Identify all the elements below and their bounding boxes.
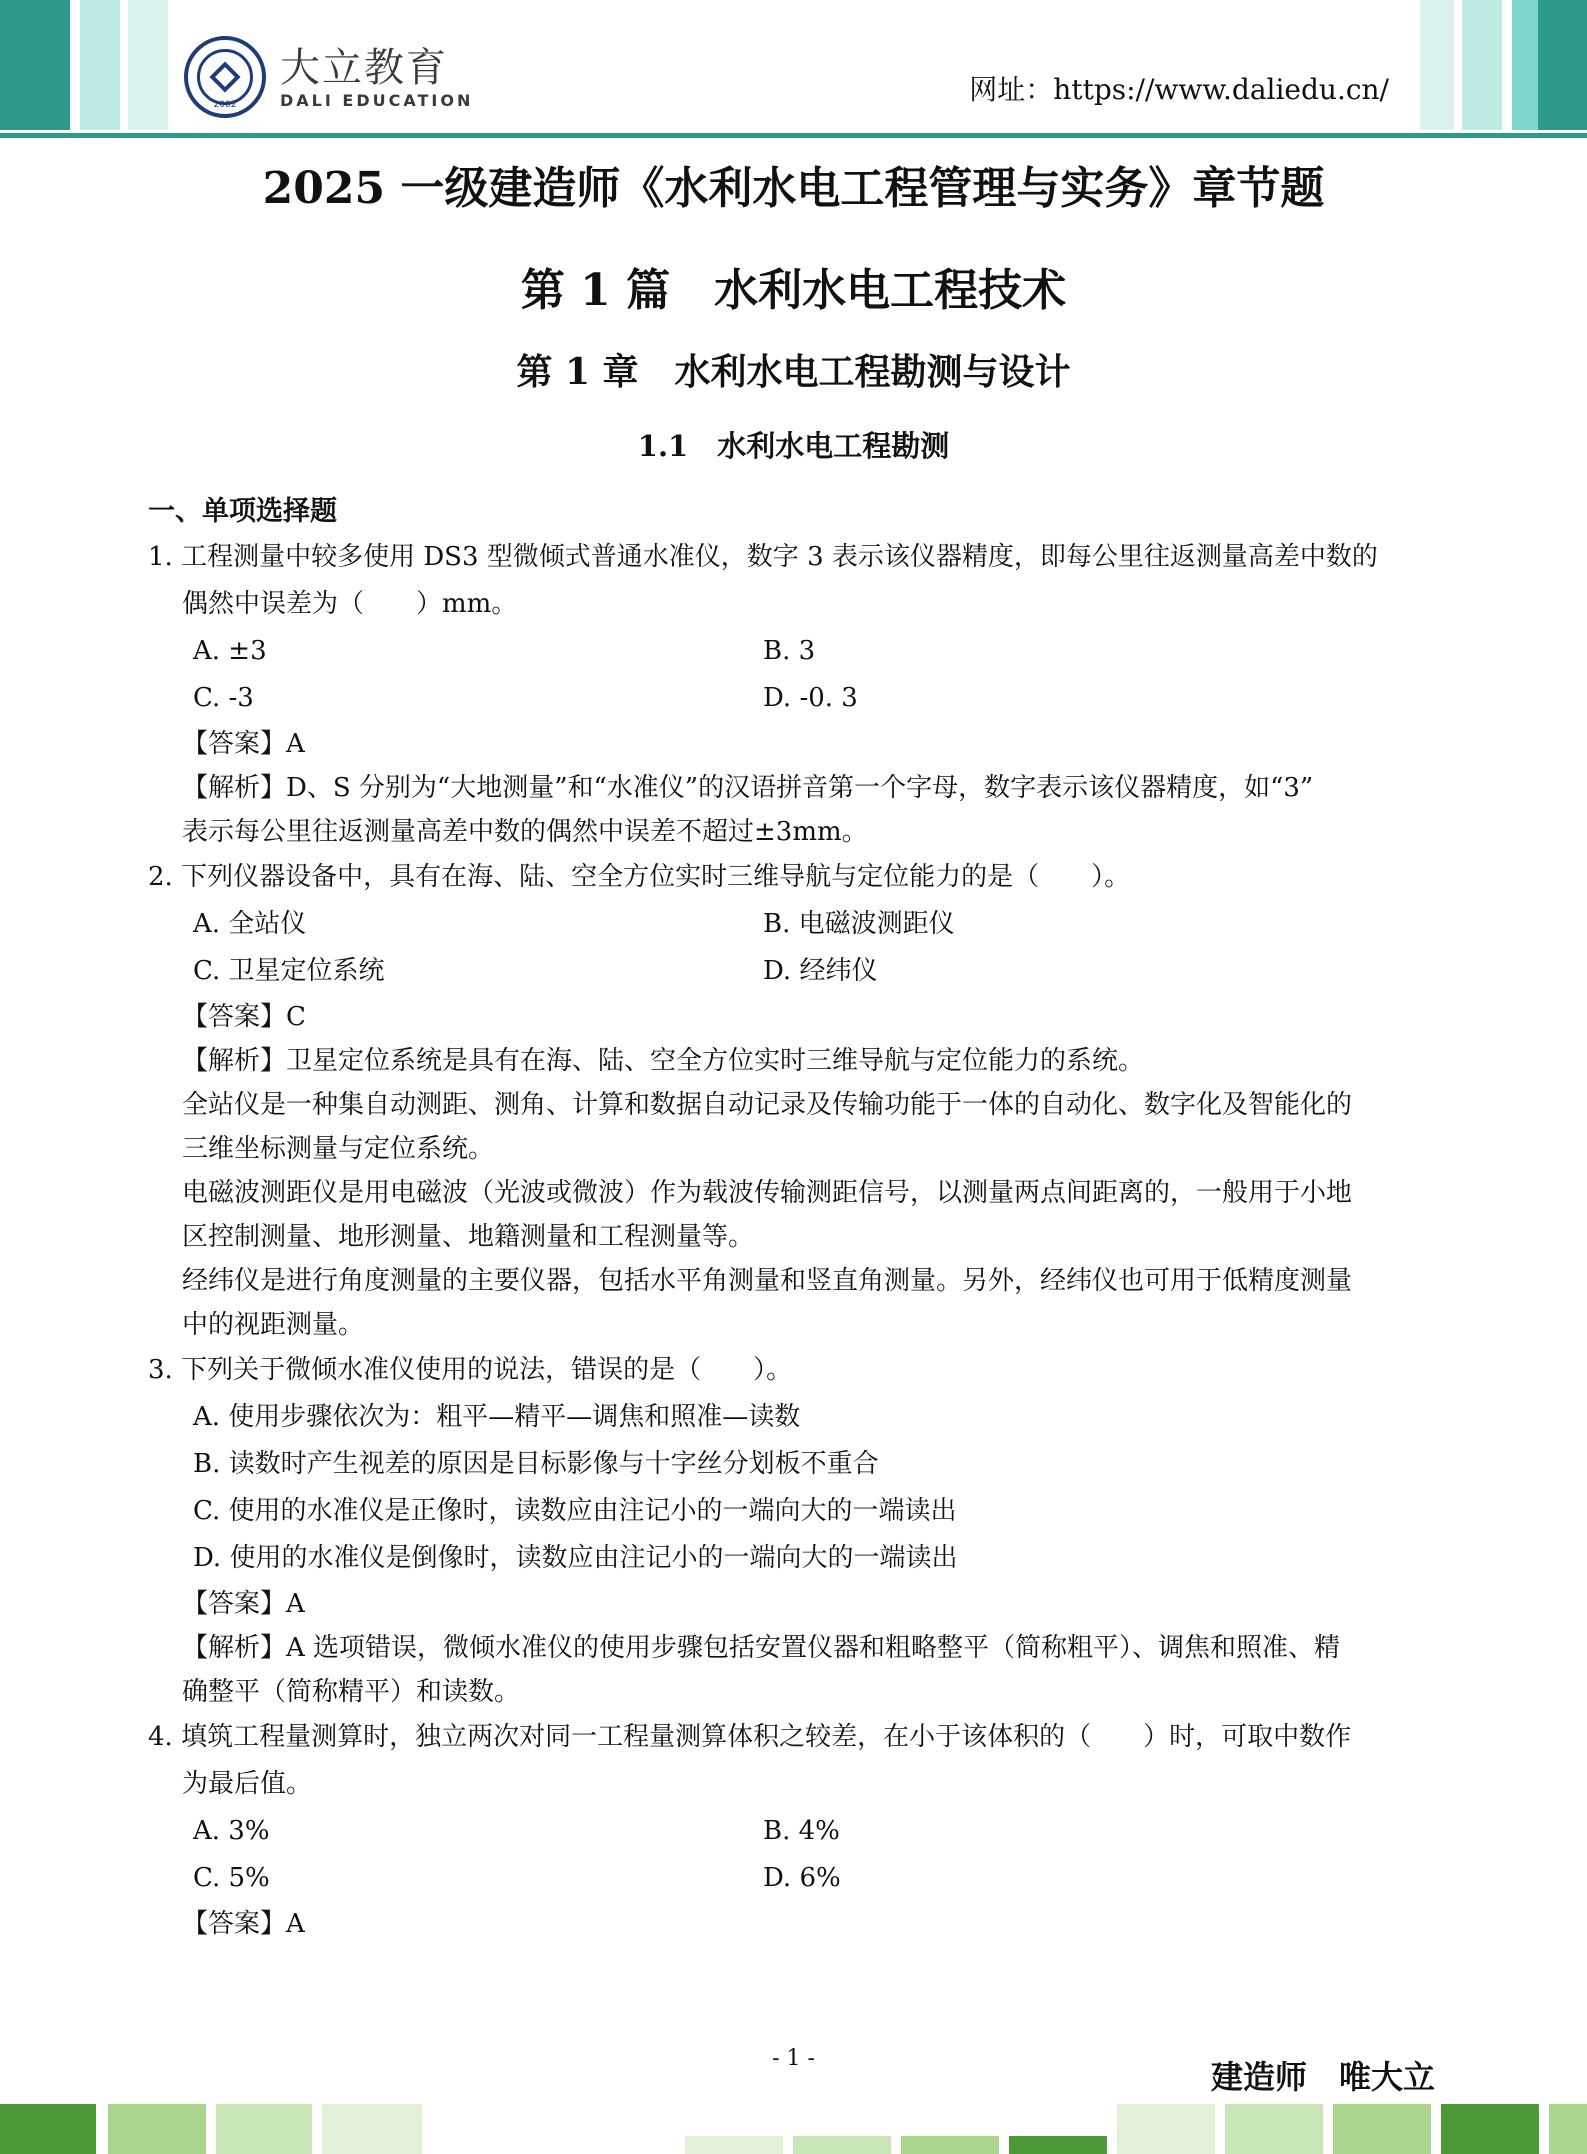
footer-bar-8	[1009, 2136, 1107, 2154]
document-title: 2025 一级建造师《水利水电工程管理与实务》章节题	[262, 163, 1325, 214]
option-d: D. 经纬仪	[763, 956, 878, 986]
option-a: A. 使用步骤依次为：粗平—精平—调焦和照准—读数	[193, 1402, 801, 1432]
header-bar-left-2	[80, 0, 120, 130]
option-b: B. 4%	[763, 1816, 840, 1846]
answer: 【答案】A	[182, 1909, 305, 1939]
logo-emblem-icon	[184, 36, 266, 118]
answer: 【答案】A	[182, 729, 305, 759]
part-title: 第 1 篇 水利水电工程技术	[520, 265, 1067, 316]
footer-bar-2	[108, 2104, 206, 2154]
option-a: A. ±3	[193, 636, 267, 666]
footer-bar-4	[322, 2104, 422, 2154]
header-bar-right-2	[1462, 0, 1502, 130]
option-d: D. -0. 3	[763, 683, 858, 713]
explanation-cont: 确整平（简称精平）和读数。	[182, 1677, 521, 1707]
explanation: 【解析】卫星定位系统是具有在海、陆、空全方位实时三维导航与定位能力的系统。	[182, 1046, 1145, 1076]
footer-bar-5	[685, 2136, 783, 2154]
header-bar-left-3	[128, 0, 168, 130]
explanation-cont: 电磁波测距仪是用电磁波（光波或微波）作为载波传输测距信号，以测量两点间距离的，一般用于小地	[182, 1178, 1353, 1208]
option-c: C. 卫星定位系统	[193, 956, 385, 986]
footer-bar-13	[1549, 2104, 1587, 2154]
header-bar-left	[0, 0, 70, 130]
question-list	[148, 490, 1438, 1946]
option-b: B. 电磁波测距仪	[763, 909, 955, 939]
section-title: 1.1 水利水电工程勘测	[637, 429, 950, 463]
footer-bar-11	[1333, 2104, 1431, 2154]
footer-bar-10	[1225, 2104, 1323, 2154]
option-a: A. 3%	[193, 1816, 270, 1846]
website-url[interactable]: 网址：https://www.daliedu.cn/	[969, 73, 1389, 106]
option-a: A. 全站仪	[193, 909, 307, 939]
logo-name-en: DALI EDUCATION	[280, 90, 474, 110]
header-divider	[0, 133, 1587, 138]
question-stem: 2. 下列仪器设备中，具有在海、陆、空全方位实时三维导航与定位能力的是（ ）。	[148, 862, 1131, 892]
brand-logo	[184, 36, 473, 118]
question-stem: 3. 下列关于微倾水准仪使用的说法，错误的是（ ）。	[148, 1355, 793, 1385]
footer-bar-9	[1117, 2104, 1215, 2154]
option-c: C. -3	[193, 683, 254, 713]
explanation-cont: 表示每公里往返测量高差中数的偶然中误差不超过±3mm。	[182, 817, 868, 847]
section-heading: 一、单项选择题	[148, 496, 337, 527]
footer-bar-6	[793, 2136, 891, 2154]
question-3	[148, 1347, 1438, 1714]
explanation: 【解析】D、S 分别为“大地测量”和“水准仪”的汉语拼音第一个字母，数字表示该仪器精度，如“3”	[182, 773, 1314, 803]
header-bar-right-4	[1538, 0, 1587, 130]
option-b: B. 3	[763, 636, 816, 666]
footer-bar-1	[0, 2104, 96, 2154]
explanation-cont: 区控制测量、地形测量、地籍测量和工程测量等。	[182, 1222, 755, 1252]
page-number: - 1 -	[772, 2046, 815, 2071]
question-1	[148, 534, 1438, 854]
explanation-cont: 经纬仪是进行角度测量的主要仪器，包括水平角测量和竖直角测量。另外，经纬仪也可用于低精度测量	[182, 1266, 1353, 1296]
chapter-title: 第 1 章 水利水电工程勘测与设计	[516, 351, 1071, 393]
option-c: C. 5%	[193, 1863, 270, 1893]
footer-slogan: 建造师 唯大立	[1210, 2058, 1435, 2096]
question-stem-cont: 偶然中误差为（ ）mm。	[182, 589, 518, 619]
option-d: D. 6%	[763, 1863, 841, 1893]
question-2	[148, 854, 1438, 1347]
question-stem: 4. 填筑工程量测算时，独立两次对同一工程量测算体积之较差，在小于该体积的（ ）时，可取中数作	[148, 1722, 1352, 1752]
option-b: B. 读数时产生视差的原因是目标影像与十字丝分划板不重合	[193, 1449, 879, 1479]
footer-bar-12	[1441, 2104, 1539, 2154]
logo-year: 2002	[213, 100, 237, 110]
explanation-cont: 全站仪是一种集自动测距、测角、计算和数据自动记录及传输功能于一体的自动化、数字化及智能化的	[182, 1090, 1353, 1120]
answer: 【答案】C	[182, 1002, 306, 1032]
logo-name-cn: 大立教育	[280, 44, 448, 91]
explanation-cont: 三维坐标测量与定位系统。	[182, 1134, 495, 1164]
explanation-cont: 中的视距测量。	[182, 1310, 365, 1340]
question-4	[148, 1714, 1438, 1946]
question-stem: 1. 工程测量中较多使用 DS3 型微倾式普通水准仪，数字 3 表示该仪器精度，即每公里往返测量高差中数的	[148, 542, 1378, 572]
question-stem-cont: 为最后值。	[182, 1769, 313, 1799]
answer: 【答案】A	[182, 1589, 305, 1619]
footer-bar-7	[901, 2136, 999, 2154]
footer-bar-3	[216, 2104, 312, 2154]
explanation: 【解析】A 选项错误，微倾水准仪的使用步骤包括安置仪器和粗略整平（简称粗平）、调焦和照准、精	[182, 1633, 1341, 1663]
option-d: D. 使用的水准仪是倒像时，读数应由注记小的一端向大的一端读出	[193, 1543, 958, 1573]
option-c: C. 使用的水准仪是正像时，读数应由注记小的一端向大的一端读出	[193, 1496, 957, 1526]
header-bar-right-1	[1420, 0, 1454, 130]
